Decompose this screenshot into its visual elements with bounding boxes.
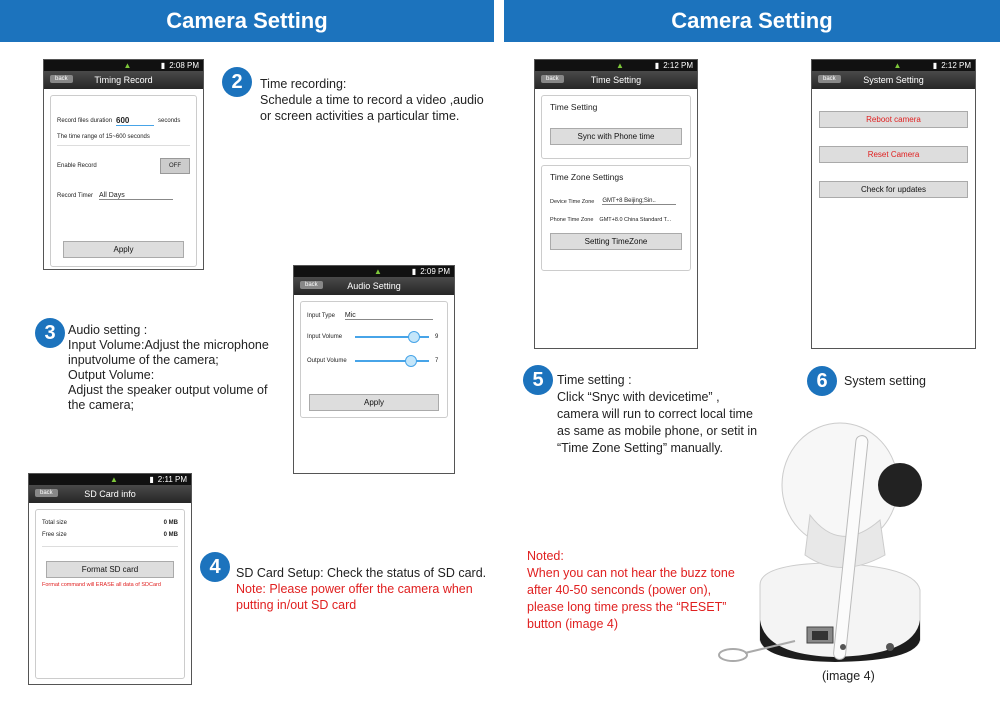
battery-icon: ▮: [160, 61, 166, 70]
phone-timing-record: [43, 59, 204, 270]
noted-line: please long time press the “RESET”: [527, 600, 727, 614]
noted-line: Noted:: [527, 549, 564, 563]
device-tz-label: Device Time Zone: [550, 198, 595, 205]
total-size-value: 0 MB: [163, 520, 178, 526]
output-volume-value: 7: [435, 358, 439, 364]
step-4-line: SD Card Setup: Check the status of SD card.: [236, 566, 487, 580]
output-volume-label: Output Volume: [307, 358, 347, 364]
battery-icon: ▮: [654, 61, 660, 70]
reboot-camera-button[interactable]: Reboot camera: [819, 111, 968, 128]
screen-title: SD Card info: [84, 489, 136, 499]
settings-card: [50, 95, 197, 267]
check-updates-button[interactable]: Check for updates: [819, 181, 968, 198]
input-volume-label: Input Volume: [307, 334, 343, 340]
battery-icon: ▮: [411, 267, 417, 276]
total-size-label: Total size: [42, 520, 68, 526]
step-4-note: Note: Please power offer the camera when: [236, 582, 473, 596]
step-4-text: [236, 565, 486, 613]
wifi-icon: ▲: [110, 475, 118, 484]
step-5-line: camera will run to correct local time: [557, 407, 753, 421]
status-time: 2:12 PM: [941, 61, 971, 70]
enable-record-toggle[interactable]: OFF: [160, 158, 190, 174]
step-3-line: the camera;: [68, 398, 135, 412]
phone-sd-card: [28, 473, 192, 685]
record-timer-label: Record Timer: [57, 193, 94, 199]
input-volume-slider[interactable]: [355, 336, 429, 338]
screen-title: Timing Record: [94, 75, 153, 85]
phone-time-setting: [534, 59, 698, 349]
step-2-text: [260, 76, 484, 124]
step-6-number: 6: [807, 366, 837, 396]
free-size-value: 0 MB: [163, 532, 178, 538]
wifi-icon: ▲: [123, 61, 132, 70]
step-5-line: “Time Zone Setting” manually.: [557, 441, 724, 455]
status-bar: [535, 60, 697, 71]
status-time: 2:09 PM: [420, 267, 450, 276]
step-3-line: inputvolume of the camera;: [68, 353, 219, 367]
step-2-line: or screen activities a particular time.: [260, 109, 460, 123]
status-time: 2:08 PM: [169, 61, 199, 70]
audio-card: [300, 301, 448, 418]
sync-phone-time-button[interactable]: Sync with Phone time: [550, 128, 682, 145]
title-bar: [29, 485, 191, 503]
battery-icon: ▮: [932, 61, 938, 70]
phone-tz-value: GMT+8.0 China Standard T...: [599, 217, 672, 223]
slider-knob[interactable]: [408, 331, 420, 343]
timezone-card: [541, 165, 691, 271]
slider-knob[interactable]: [405, 355, 417, 367]
status-time: 2:11 PM: [157, 475, 187, 484]
noted-text: [527, 548, 735, 633]
screen-title: System Setting: [863, 75, 924, 85]
sd-card-panel: [35, 509, 185, 679]
image-caption: (image 4): [822, 669, 875, 683]
output-volume-slider[interactable]: [355, 360, 429, 362]
noted-line: button (image 4): [527, 617, 619, 631]
duration-label: Record files duration: [57, 118, 113, 124]
status-bar: [29, 474, 191, 485]
step-3-line: Input Volume:Adjust the microphone: [68, 338, 269, 352]
phone-audio-setting: [293, 265, 455, 474]
record-timer-select[interactable]: All Days: [99, 192, 173, 200]
enable-record-label: Enable Record: [57, 163, 97, 169]
step-3-text: [68, 323, 269, 413]
back-button[interactable]: back: [818, 75, 841, 83]
step-3-line: Adjust the speaker output volume of: [68, 383, 268, 397]
battery-icon: ▮: [149, 475, 154, 484]
back-button[interactable]: back: [35, 489, 58, 497]
status-bar: [294, 266, 454, 277]
duration-unit: seconds: [158, 118, 181, 124]
section-title: Time Zone Settings: [550, 172, 624, 182]
step-3-line: Output Volume:: [68, 368, 155, 382]
step-5-number: 5: [523, 365, 553, 395]
step-3-number: 3: [35, 318, 65, 348]
wifi-icon: ▲: [893, 61, 902, 70]
apply-button[interactable]: Apply: [309, 394, 439, 411]
device-tz-select[interactable]: GMT+8 Beijing;Sin..: [602, 198, 676, 205]
status-bar: [44, 60, 203, 71]
apply-button[interactable]: Apply: [63, 241, 184, 258]
title-bar: [812, 71, 975, 89]
step-2-line: Time recording:: [260, 77, 347, 91]
setting-timezone-button[interactable]: Setting TimeZone: [550, 233, 682, 250]
range-text: The time range of 15~600 seconds: [57, 134, 190, 146]
title-bar: [44, 71, 203, 89]
banner-left: Camera Setting: [0, 0, 494, 42]
screen-title: Audio Setting: [347, 281, 401, 291]
noted-line: after 40-50 senconds (power on),: [527, 583, 712, 597]
step-4-number: 4: [200, 552, 230, 582]
format-sd-button[interactable]: Format SD card: [46, 561, 174, 578]
format-warning: Format command will ERASE all data of SDCard: [42, 582, 161, 588]
banner-right: Camera Setting: [504, 0, 1000, 42]
step-5-line: as same as mobile phone, or setit in: [557, 424, 758, 438]
step-2-number: 2: [222, 67, 252, 97]
noted-line: When you can not hear the buzz tone: [527, 566, 735, 580]
step-2-line: Schedule a time to record a video ,audio: [260, 93, 484, 107]
phone-tz-label: Phone Time Zone: [550, 217, 594, 223]
title-bar: [535, 71, 697, 89]
reset-camera-button[interactable]: Reset Camera: [819, 146, 968, 163]
step-4-note: putting in/out SD card: [236, 598, 357, 612]
ip-camera-illustration: [715, 405, 935, 665]
input-type-label: Input Type: [307, 313, 335, 319]
time-setting-card: [541, 95, 691, 159]
step-3-line: Audio setting :: [68, 323, 148, 337]
duration-input[interactable]: 600: [116, 116, 154, 126]
free-size-label: Free size: [42, 532, 67, 538]
back-button[interactable]: back: [50, 75, 73, 83]
input-volume-value: 9: [435, 334, 439, 340]
step-5-line: Time setting :: [557, 373, 632, 387]
status-time: 2:12 PM: [663, 61, 693, 70]
status-bar: [812, 60, 975, 71]
input-type-select[interactable]: Mic: [345, 312, 433, 320]
title-bar: [294, 277, 454, 295]
screen-title: Time Setting: [590, 75, 642, 85]
back-button[interactable]: back: [541, 75, 564, 83]
section-title: Time Setting: [550, 102, 598, 112]
step-5-line: Click “Snyc with devicetime” ,: [557, 390, 720, 404]
back-button[interactable]: back: [300, 281, 323, 289]
step-6-text: System setting: [844, 374, 926, 388]
wifi-icon: ▲: [374, 267, 382, 276]
wifi-icon: ▲: [616, 61, 624, 70]
phone-system-setting: [811, 59, 976, 349]
